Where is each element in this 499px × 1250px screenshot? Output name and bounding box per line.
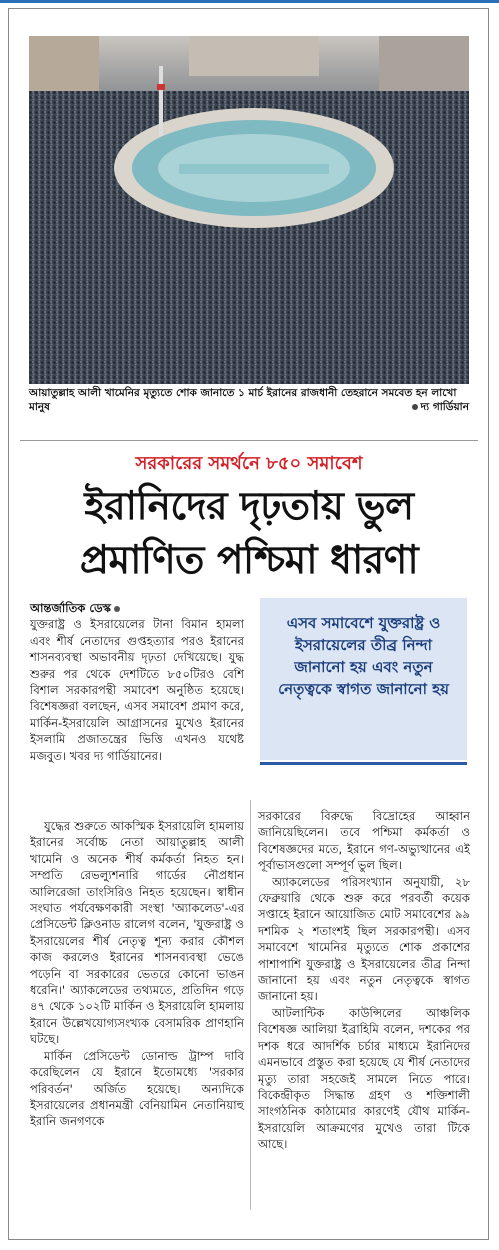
credit-text: দ্য গার্ডিয়ান [420, 401, 469, 413]
paragraph-2: যুদ্ধের শুরুতে আকস্মিক ইসরায়েলি হামলায় ইরানের সর্বোচ্চ নেতা আয়াতুল্লাহ আলী খামেনি ও অনেক শীর্ষ কর্মকর্তা নিহত হন। সম্প্রতি রেভল্যুশনারি গার্ডের নৌপ্রধান আলিরেজা তাংসিরিও নিহত হয়েছেন। স্বাধীন সংঘাত পর্যবেক্ষণকারী সংস্থা 'অ্যাকলেড'-এর প্রেসিডেন্ট ক্লিওনাড রালেগ বলেন, 'যুক্তরাষ্ট্র ও ইসরায়েলের শীর্ষ নেতৃত্ব শূন্য করার কৌশল কাজ করলেও ইরানের শাসনব্যবস্থা ভেঙে পড়েনি বা সরকারের ভেতরে কোনো ভাঙন ধরেনি।' অ্যাকলেডের তথ্যমতে, প্রতিদিন গড়ে ৪৭ থেকে ১০২টি মার্কিন ও ইসরায়েলি হামলায় ইরানে উল্লেখযোগ্যসংখ্যক বেসামরিক প্রাণহানি ঘটছে। [30, 819, 244, 1047]
paragraph-3: মার্কিন প্রেসিডেন্ট ডোনাল্ড ট্রাম্প দাবি করেছিলেন যে ইরানে ইতোমধ্যে 'সরকার পরিবর্তন' অর্জিত হয়েছে। অন্যদিকে ইসরায়েলের প্রধানমন্ত্রী বেনিয়ামিন নেতানিয়াহু ইরানি জনগণকে [30, 1048, 244, 1129]
paragraph-6: আটলান্টিক কাউন্সিলের আঞ্চলিক বিশেষজ্ঞ আলিয়া ইব্রাহিমি বলেন, দশকের পর দশক ধরে আদর্শিক চর্চার মাধ্যমে ইরানিদের এমনভাবে প্রস্তুত করা হয়েছে যে শীর্ষ নেতাদের মৃত্যু তারা সহজেই সামলে নিতে পারে। বিকেন্দ্রীকৃত সিদ্ধান্ত গ্রহণ ও শক্তিশালী সাংগঠনিক কাঠামোর কারণেই যৌথ মার্কিন-ইসরায়েলি আক্রমণের মুখেও তারা টিকে আছে। [258, 1005, 470, 1152]
bullet-icon [114, 606, 120, 612]
news-photo [29, 36, 469, 384]
byline [30, 601, 120, 615]
crowd-image [29, 36, 469, 384]
divider [20, 440, 478, 441]
headline [20, 480, 478, 588]
paragraph-4: সরকারের বিরুদ্ধে বিদ্রোহের আহ্বান জানিয়েছিলেন। তবে পশ্চিমা কর্মকর্তা ও বিশেষজ্ঞদের মতে, ইরানে গণ-অভ্যুত্থানের এই পূর্বাভাসগুলো সম্পূর্ণ ভুল ছিল। [258, 809, 470, 873]
paragraph-1: যুক্তরাষ্ট্র ও ইসরায়েলের টানা বিমান হামলা এবং শীর্ষ নেতাদের গুপ্তহত্যার পরও ইরানের শাসনব্যবস্থা অভাবনীয় দৃঢ়তা দেখিয়েছে। যুদ্ধ শুরুর পর থেকে দেশটিতে ৮৫০টিরও বেশি বিশাল সরকারপন্থী সমাবেশ অনুষ্ঠিত হয়েছে। বিশেষজ্ঞরা বলছেন, এসব সমাবেশ প্রমাণ করে, মার্কিন-ইসরায়েলি আগ্রাসনের মুখেও ইরানের ইসলামি প্রজাতন্ত্রের ভিত্তি এখনও যথেষ্ট মজবুত। খবর দ্য গার্ডিয়ানের। [30, 617, 244, 763]
column-right [258, 808, 470, 1153]
headline-line-2: প্রমাণিত পশ্চিমা ধারণা [79, 538, 419, 583]
pull-quote: এসব সমাবেশে যুক্তরাষ্ট্র ও ইসরায়েলের তীব্র নিন্দা জানানো হয় এবং নতুন নেতৃত্বকে স্বাগত জানানো হয় [260, 598, 467, 760]
column-left-bottom [30, 818, 244, 1130]
column-left-top [30, 600, 244, 764]
bullet-icon [412, 404, 418, 410]
paragraph-5: অ্যাকলেডের পরিসংখ্যান অনুযায়ী, ২৮ ফেব্রুয়ারি থেকে শুরু করে পরবর্তী কয়েক সপ্তাহে ইরানে আয়োজিত মোট সমাবেশের ৯৯ দশমিক ২ শতাংশই ছিল সরকারপন্থী। এসব সমাবেশে খামেনির মৃত্যুতে শোক প্রকাশের পাশাপাশি যুক্তরাষ্ট্র ও ইসরায়েলের তীব্র নিন্দা জানানো হয় এবং নতুন নেতৃত্বকে স্বাগত জানানো হয়। [258, 874, 470, 1004]
top-color-bar [0, 0, 499, 3]
photo-credit [412, 400, 469, 414]
kicker: সরকারের সমর্থনে ৮৫০ সমাবেশ [135, 453, 363, 474]
column-divider [250, 800, 251, 1210]
caption-text: আয়াতুল্লাহ আলী খামেনির মৃত্যুতে শোক জানাতে ১ মার্চ ইরানের রাজধানী তেহরানে সমবেত হন লাখো মানুষ [29, 387, 457, 413]
headline-line-1: ইরানিদের দৃঢ়তায় ভুল [84, 484, 414, 529]
byline-text: আন্তর্জাতিক ডেস্ক [30, 601, 112, 615]
pull-quote-rule [260, 762, 467, 765]
photo-caption [29, 386, 469, 414]
